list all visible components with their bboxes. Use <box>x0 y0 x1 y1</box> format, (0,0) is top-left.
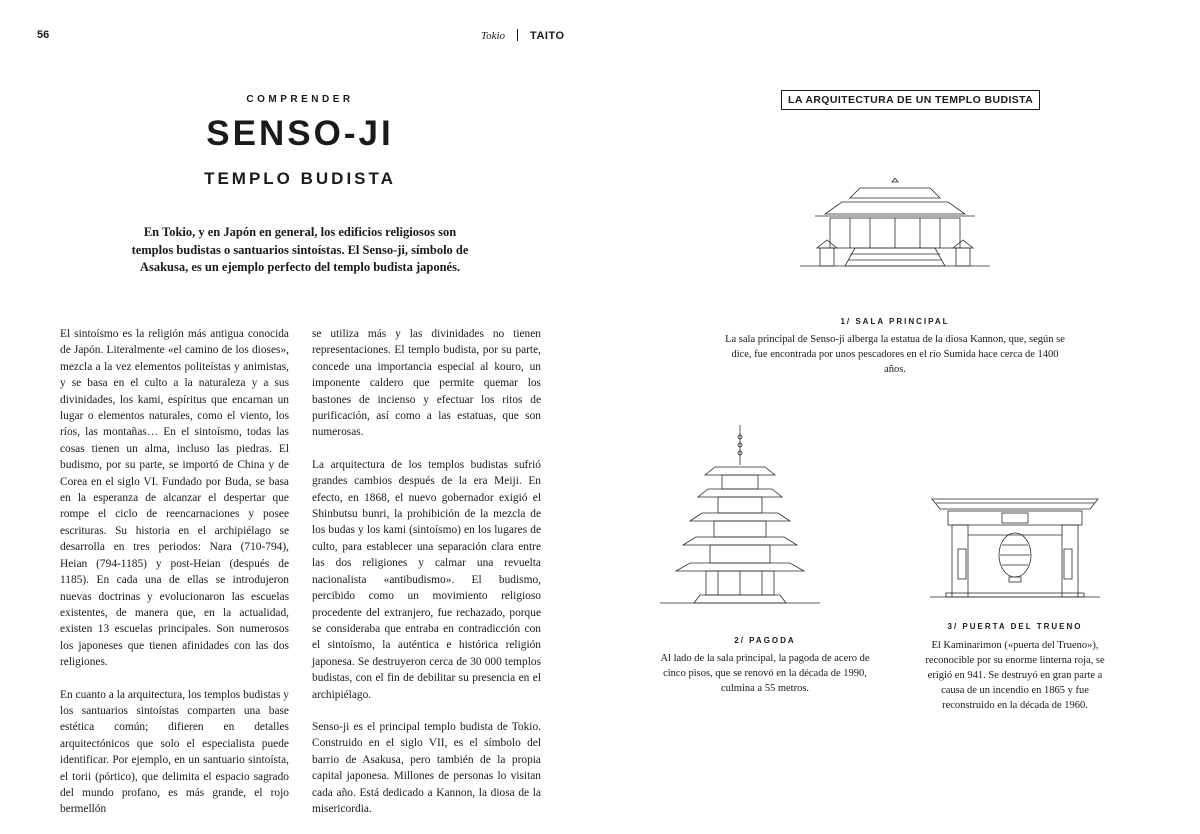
header-divider <box>517 29 518 41</box>
paragraph: En cuanto a la arquitectura, los templos budistas y los santuarios sintoístas comparten una base estética común; difieren en detalles arquitectónicos que solo el especialista puede identificar. Por ejemplo, en un santuario sintoísta, el torii (pórtico), que delimita el espacio sagrado del mundo profano, es más grande, el rojo bermellón <box>60 688 289 816</box>
body-column-2 <box>312 326 541 833</box>
article-lead: En Tokio, y en Japón en general, los edificios religiosos son templos budistas o santuarios sintoístas. El Senso-ji, símbolo de Asakusa, es un ejemplo perfecto del templo budista japonés. <box>131 225 469 274</box>
caption-text: El Kaminarimon («puerta del Trueno»), reconocible por su enorme linterna roja, se erigió en 941. Se destruyó en gran parte a causa de un incendio en 1865 y fue reconstruido en la década de 1960. <box>925 640 1105 711</box>
thunder-gate-illustration <box>930 495 1100 603</box>
article-title: SENSO-JI <box>206 114 394 153</box>
paragraph: se utiliza más y las divinidades no tienen representaciones. El templo budista, por su parte, concede una importancia especial al kouro, un imponente caldero que permite quemar los bastones de incienso y efectuar los ritos de purificación, así como a las estatuas, que son numerosas. <box>312 328 541 439</box>
running-header-city: Tokio <box>481 30 506 42</box>
caption-text: La sala principal de Senso-ji alberga la estatua de la diosa Kannon, que, según se dice, fue encontrada por unos pescadores en el río Sumida hace cerca de 1400 años. <box>725 334 1065 375</box>
paragraph: La arquitectura de los templos budistas sufrió grandes cambios después de la era Meiji. En efecto, en 1868, el nuevo gobernador exigió el Shinbutsu bunri, la prohibición de la mezcla de los budas y los kami (sintoísmo) en los lugares de culto, para establecer una separación clara entre las dos religiones y calmar una revuelta nacionalista «antibudismo». El budismo, percibido como un movimiento religioso procedente del extranjero, fue rechazado, porque se consideraba que entraba en contradicción con el sintoísmo, la auténtica e histórica religión japonesa. Se destruyeron cerca de 30 000 templos budistas, con el fin de debilitar su presencia en el archipiélago. <box>312 458 541 701</box>
caption-heading: 1/ SALA PRINCIPAL <box>840 317 950 326</box>
pagoda-illustration <box>660 425 820 610</box>
body-column-1 <box>60 326 289 834</box>
article-subtitle: TEMPLO BUDISTA <box>204 169 396 188</box>
page-number: 56 <box>37 29 50 41</box>
section-kicker: COMPRENDER <box>246 94 354 105</box>
running-header <box>481 29 565 42</box>
caption-heading: 3/ PUERTA DEL TRUENO <box>947 622 1083 631</box>
paragraph: El sintoísmo es la religión más antigua conocida de Japón. Literalmente «el camino de los dioses», mezcla a la vez elementos politeístas y animistas, y se basa en el culto a la naturaleza y a sus divinidades, los kami, espíritus que encarnan un lugar o elementos naturales, como el viento, los ríos, las montañas… En el sintoísmo, todas las cosas tienen un alma, incluso las piedras. El budismo, por su parte, se importó de China y de Corea en el siglo VI. Fundado por Buda, se basa en la esperanza de alcanzar el despertar que rompe el ciclo de reencarnaciones y posee escrituras. Su historia en el archipiélago se desarrolla en tres periodos: Nara (710-794), Heian (794-1185) y post-Heian (después de 1185). En cada una de ellas se introdujeron nuevas doctrinas y evolucionaron las escuelas existentes, de manera que, en la actualidad, existen 13 escuelas principales. Son numerosos los japoneses que tienen afinidades con las dos religiones. <box>60 328 289 669</box>
caption-heading: 2/ PAGODA <box>734 636 796 645</box>
sidebar-tag: LA ARQUITECTURA DE UN TEMPLO BUDISTA <box>781 90 1040 110</box>
paragraph: Senso-ji es el principal templo budista de Tokio. Construido en el siglo VII, es el símbolo del barrio de Asakusa, pero también de la propia capital japonesa. Millones de personas lo visitan cada año. Está dedicado a Kannon, la diosa de la misericordia. <box>312 720 541 815</box>
caption-text: Al lado de la sala principal, la pagoda de acero de cinco pisos, que se renovó en la década de 1990, culmina a 55 metros. <box>660 653 870 694</box>
running-header-district: TAITO <box>530 30 565 42</box>
main-hall-illustration <box>800 178 990 290</box>
